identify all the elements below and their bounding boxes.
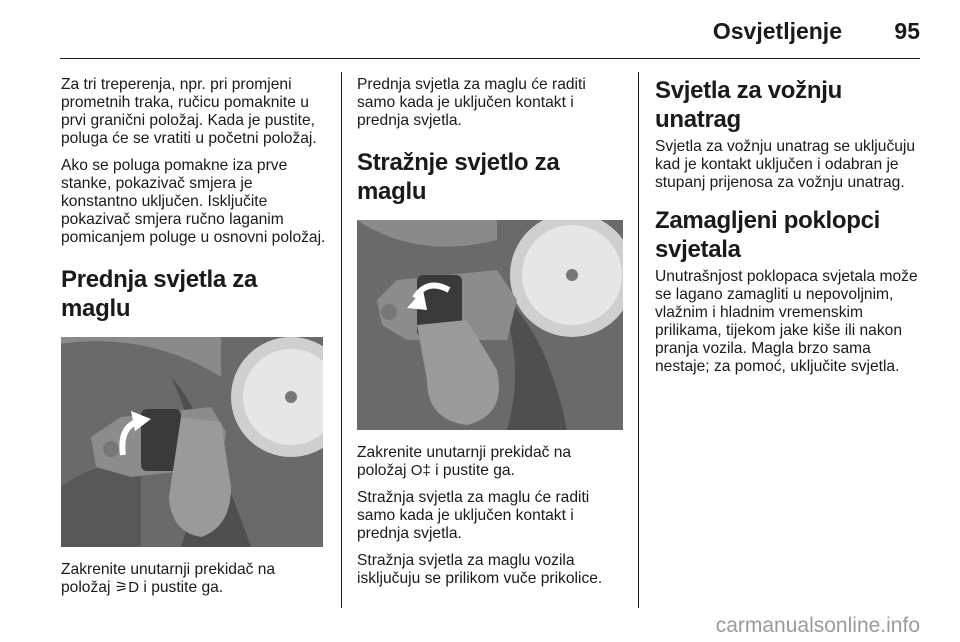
page-title: Osvjetljenje: [712, 18, 842, 44]
paragraph: Za tri treperenja, npr. pri promjeni prometnih traka, ručicu pomaknite u prvi granični položaj. Kada je pustite, poluga će se vratiti u početni položaj.: [61, 76, 317, 147]
page-number: 95: [894, 18, 920, 44]
caption-text: Zakrenite unutarnji prekidač na položaj: [61, 561, 276, 596]
section-heading: Prednja svjetla za maglu: [61, 266, 258, 322]
paragraph: Stražnja svjetla za maglu će raditi samo kada je uključen kontakt i prednja svjetla.: [357, 489, 590, 542]
stalk-switch-drawing: [61, 337, 323, 547]
figure-caption: [61, 561, 327, 597]
front-fog-light-symbol-icon: ⚞D: [114, 579, 140, 596]
column-1: [61, 76, 327, 606]
header-rule: [60, 58, 920, 59]
watermark: carmanualsonline.info: [715, 614, 920, 637]
column-divider: [341, 72, 342, 608]
section-heading: Stražnje svjetlo za maglu: [357, 149, 560, 205]
caption-text: i pustite ga.: [435, 462, 515, 479]
page-header: [0, 0, 960, 60]
section-heading: Svjetla za vožnju unatrag: [655, 77, 842, 133]
front-fog-switch-illustration: [61, 337, 323, 547]
figure-caption: [357, 444, 623, 480]
column-2: [357, 76, 623, 597]
paragraph: Prednja svjetla za maglu će raditi samo kada je uključen kontakt i prednja svjetla.: [357, 76, 586, 129]
rear-fog-switch-illustration: [357, 220, 623, 430]
caption-text: i pustite ga.: [143, 579, 224, 596]
paragraph: Stražnja svjetla za maglu vozila isključuju se prilikom vuče prikolice.: [357, 552, 603, 587]
column-3: [655, 76, 925, 385]
caption-text: Zakrenite unutarnji prekidač na položaj: [357, 444, 572, 479]
paragraph: Unutrašnjost poklopaca svjetala može se lagano zamagliti u nepovoljnim, vlažnim i hladnim vremenskim prilikama, tijekom jake kiše ili nakon pranja vozila. Magla brzo sama nestaje; za pomoć, uključite svjetla.: [655, 268, 918, 375]
column-divider: [638, 72, 639, 608]
paragraph: Ako se poluga pomakne iza prve stanke, pokazivač smjera je konstantno uključen. Isključite pokazivač smjera ručno laganim pomicanjem poluge u osnovni položaj.: [61, 157, 326, 246]
rear-fog-light-symbol-icon: O‡: [410, 462, 431, 479]
section-heading: Zamagljeni poklopci svjetala: [655, 207, 881, 263]
paragraph: Svjetla za vožnju unatrag se uključuju kad je kontakt uključen i odabran je stupanj prijenosa za vožnju unatrag.: [655, 138, 916, 191]
stalk-switch-drawing: [357, 220, 623, 430]
